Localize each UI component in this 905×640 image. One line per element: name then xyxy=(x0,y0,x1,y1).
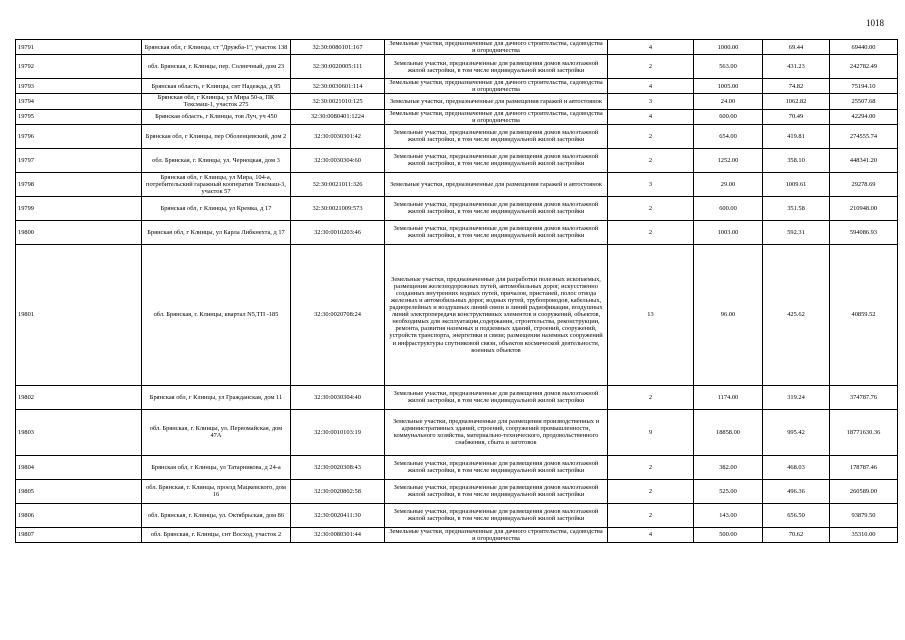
row-number-cell: 19803 xyxy=(16,409,142,455)
unit-price-cell: 425.62 xyxy=(763,244,830,385)
use-code-cell: 4 xyxy=(608,40,694,55)
area-cell: 1000.00 xyxy=(694,40,763,55)
land-use-cell: Земельные участки, предназначенные для дачного строительства, садоводства и огородничества xyxy=(385,109,608,124)
table-row xyxy=(16,527,898,542)
land-use-cell: Земельные участки, предназначенные для размещения домов малоэтажной жилой застройки, в том числе индивидуальной жилой застройки xyxy=(385,124,608,148)
land-use-cell: Земельные участки, предназначенные для размещения домов малоэтажной жилой застройки, в том числе индивидуальной жилой застройки xyxy=(385,148,608,172)
cadastral-number-cell: 32:30:0010203:46 xyxy=(291,220,385,244)
area-cell: 96.00 xyxy=(694,244,763,385)
use-code-cell: 2 xyxy=(608,479,694,503)
cadastral-number-cell: 32:30:0020708:24 xyxy=(291,244,385,385)
cadastral-number-cell: 32:30:0080301:44 xyxy=(291,527,385,542)
cadastral-value-cell: 69440.00 xyxy=(830,40,898,55)
cadastral-number-cell: 32:30:0030601:114 xyxy=(291,79,385,94)
land-use-cell: Земельные участки, предназначенные для размещения домов малоэтажной жилой застройки, в том числе индивидуальной жилой застройки xyxy=(385,220,608,244)
cadastral-value-cell: 210948.00 xyxy=(830,196,898,220)
unit-price-cell: 468.03 xyxy=(763,455,830,479)
address-cell: Брянская обл, г Клинцы, ул Кремка, д 17 xyxy=(142,196,291,220)
unit-price-cell: 358.10 xyxy=(763,148,830,172)
row-number-cell: 19800 xyxy=(16,220,142,244)
cadastral-number-cell: 32:30:0020802:58 xyxy=(291,479,385,503)
cadastral-value-cell: 448341.20 xyxy=(830,148,898,172)
table-row xyxy=(16,172,898,196)
table-row xyxy=(16,79,898,94)
cadastral-number-cell: 32:30:0030304:40 xyxy=(291,385,385,409)
table-row xyxy=(16,124,898,148)
cadastral-value-cell: 260589.00 xyxy=(830,479,898,503)
address-cell: обл. Брянская, г. Клинцы, квартал N5,ТП -185 xyxy=(142,244,291,385)
land-use-cell: Земельные участки, предназначенные для дачного строительства, садоводства и огородничества xyxy=(385,527,608,542)
land-use-cell: Земельные участки, предназначенные для размещения домов малоэтажной жилой застройки, в том числе индивидуальной жилой застройки xyxy=(385,385,608,409)
address-cell: обл. Брянская, г. Клинцы, ул. Первомайская, дом 47А xyxy=(142,409,291,455)
land-use-cell: Земельные участки, предназначенные для дачного строительства, садоводства и огородничества xyxy=(385,79,608,94)
address-cell: обл. Брянская, г. Клинцы, пер. Солнечный, дом 23 xyxy=(142,55,291,79)
cadastral-value-cell: 274555.74 xyxy=(830,124,898,148)
land-use-cell: Земельные участки, предназначенные для размещения домов малоэтажной жилой застройки, в том числе индивидуальной жилой застройки xyxy=(385,196,608,220)
cadastral-value-cell: 374787.76 xyxy=(830,385,898,409)
row-number-cell: 19795 xyxy=(16,109,142,124)
unit-price-cell: 74.82 xyxy=(763,79,830,94)
address-cell: Брянская обл, г Клинцы, ул Мира, 104-а, потребительский гаражный кооператив Тексмаш-3, участок 57 xyxy=(142,172,291,196)
cadastral-value-cell: 18771630.36 xyxy=(830,409,898,455)
area-cell: 24.00 xyxy=(694,94,763,109)
area-cell: 382.00 xyxy=(694,455,763,479)
area-cell: 1174.00 xyxy=(694,385,763,409)
table-row xyxy=(16,455,898,479)
land-registry-table xyxy=(15,39,898,543)
land-use-cell: Земельные участки, предназначенные для размещения домов малоэтажной жилой застройки, в том числе индивидуальной жилой застройки xyxy=(385,479,608,503)
use-code-cell: 2 xyxy=(608,124,694,148)
unit-price-cell: 656.50 xyxy=(763,503,830,527)
use-code-cell: 9 xyxy=(608,409,694,455)
table-row xyxy=(16,244,898,385)
use-code-cell: 2 xyxy=(608,148,694,172)
address-cell: обл. Брянская, г. Клинцы, проезд Мацкевского, дом 16 xyxy=(142,479,291,503)
address-cell: Брянская область, г Клинцы, снт Надежда, д 95 xyxy=(142,79,291,94)
table-row xyxy=(16,109,898,124)
address-cell: обл. Брянская, г. Клинцы, ул. Октябрьская, дом 86 xyxy=(142,503,291,527)
unit-price-cell: 319.24 xyxy=(763,385,830,409)
unit-price-cell: 995.42 xyxy=(763,409,830,455)
use-code-cell: 13 xyxy=(608,244,694,385)
table-row xyxy=(16,55,898,79)
row-number-cell: 19797 xyxy=(16,148,142,172)
row-number-cell: 19805 xyxy=(16,479,142,503)
cadastral-number-cell: 32:30:0030304:60 xyxy=(291,148,385,172)
cadastral-number-cell: 32:30:0021011:326 xyxy=(291,172,385,196)
use-code-cell: 3 xyxy=(608,172,694,196)
unit-price-cell: 1009.61 xyxy=(763,172,830,196)
use-code-cell: 4 xyxy=(608,527,694,542)
use-code-cell: 4 xyxy=(608,79,694,94)
row-number-cell: 19799 xyxy=(16,196,142,220)
table-row xyxy=(16,385,898,409)
address-cell: Брянская обл, г Клинцы, ул Карла Либкнехта, д 17 xyxy=(142,220,291,244)
unit-price-cell: 592.31 xyxy=(763,220,830,244)
row-number-cell: 19798 xyxy=(16,172,142,196)
land-use-cell: Земельные участки, предназначенные для размещения домов малоэтажной жилой застройки, в том числе индивидуальной жилой застройки xyxy=(385,455,608,479)
area-cell: 29.00 xyxy=(694,172,763,196)
cadastral-value-cell: 178787.46 xyxy=(830,455,898,479)
cadastral-number-cell: 32:30:0030301:42 xyxy=(291,124,385,148)
table-row xyxy=(16,148,898,172)
table-row xyxy=(16,479,898,503)
land-use-cell: Земельные участки, предназначенные для размещения гаражей и автостоянок xyxy=(385,94,608,109)
page-number: 1018 xyxy=(866,18,884,28)
row-number-cell: 19794 xyxy=(16,94,142,109)
area-cell: 18858.00 xyxy=(694,409,763,455)
unit-price-cell: 419.81 xyxy=(763,124,830,148)
cadastral-value-cell: 75194.10 xyxy=(830,79,898,94)
address-cell: Брянская обл, г Клинцы, ул Татарникова, д 24-а xyxy=(142,455,291,479)
cadastral-number-cell: 32:30:0021010:125 xyxy=(291,94,385,109)
cadastral-number-cell: 32:30:0021009:573 xyxy=(291,196,385,220)
table-row xyxy=(16,503,898,527)
area-cell: 500.00 xyxy=(694,527,763,542)
use-code-cell: 2 xyxy=(608,55,694,79)
use-code-cell: 2 xyxy=(608,455,694,479)
row-number-cell: 19806 xyxy=(16,503,142,527)
cadastral-number-cell: 32:30:0010103:19 xyxy=(291,409,385,455)
row-number-cell: 19804 xyxy=(16,455,142,479)
table-row xyxy=(16,196,898,220)
row-number-cell: 19791 xyxy=(16,40,142,55)
row-number-cell: 19792 xyxy=(16,55,142,79)
row-number-cell: 19807 xyxy=(16,527,142,542)
address-cell: Брянская обл, г Клинцы, ул Мира 50-а, ПК Тексмаш-1, участок 275 xyxy=(142,94,291,109)
address-cell: Брянская обл, г Клинцы, ул Гражданская, дом 11 xyxy=(142,385,291,409)
unit-price-cell: 69.44 xyxy=(763,40,830,55)
unit-price-cell: 70.49 xyxy=(763,109,830,124)
cadastral-value-cell: 594086.93 xyxy=(830,220,898,244)
cadastral-value-cell: 29278.69 xyxy=(830,172,898,196)
table-row xyxy=(16,94,898,109)
cadastral-value-cell: 35310.00 xyxy=(830,527,898,542)
table-row xyxy=(16,40,898,55)
area-cell: 1005.00 xyxy=(694,79,763,94)
cadastral-number-cell: 32:30:0020411:30 xyxy=(291,503,385,527)
unit-price-cell: 351.58 xyxy=(763,196,830,220)
use-code-cell: 4 xyxy=(608,109,694,124)
area-cell: 525.00 xyxy=(694,479,763,503)
use-code-cell: 2 xyxy=(608,220,694,244)
use-code-cell: 3 xyxy=(608,94,694,109)
cadastral-number-cell: 32:30:0080401:1224 xyxy=(291,109,385,124)
address-cell: обл. Брянская, г. Клинцы, снт Восход, участок 2 xyxy=(142,527,291,542)
cadastral-value-cell: 40859.52 xyxy=(830,244,898,385)
table-body xyxy=(16,40,898,543)
cadastral-value-cell: 93879.50 xyxy=(830,503,898,527)
land-use-cell: Земельные участки, предназначенные для размещения домов малоэтажной жилой застройки, в том числе индивидуальной жилой застройки xyxy=(385,503,608,527)
use-code-cell: 2 xyxy=(608,503,694,527)
area-cell: 600.00 xyxy=(694,196,763,220)
cadastral-value-cell: 25507.68 xyxy=(830,94,898,109)
table-row xyxy=(16,220,898,244)
address-cell: Брянская область, г Клинцы, тов Луч, уч 450 xyxy=(142,109,291,124)
land-use-cell: Земельные участки, предназначенные для размещения домов малоэтажной жилой застройки, в том числе индивидуальной жилой застройки xyxy=(385,55,608,79)
area-cell: 1003.00 xyxy=(694,220,763,244)
cadastral-number-cell: 32:30:0080101:167 xyxy=(291,40,385,55)
unit-price-cell: 431.23 xyxy=(763,55,830,79)
area-cell: 143.00 xyxy=(694,503,763,527)
use-code-cell: 2 xyxy=(608,196,694,220)
unit-price-cell: 1062.82 xyxy=(763,94,830,109)
area-cell: 1252.00 xyxy=(694,148,763,172)
land-use-cell: Земельные участки, предназначенные для дачного строительства, садоводства и огородничества xyxy=(385,40,608,55)
use-code-cell: 2 xyxy=(608,385,694,409)
address-cell: Брянская обл, г Клинцы, ст "Дружба-1", участок 138 xyxy=(142,40,291,55)
table-row xyxy=(16,409,898,455)
address-cell: обл. Брянская, г. Клинцы, ул. Черноцкая, дом 3 xyxy=(142,148,291,172)
cadastral-number-cell: 32:30:0020005:111 xyxy=(291,55,385,79)
row-number-cell: 19793 xyxy=(16,79,142,94)
area-cell: 600.00 xyxy=(694,109,763,124)
row-number-cell: 19801 xyxy=(16,244,142,385)
area-cell: 654.00 xyxy=(694,124,763,148)
unit-price-cell: 496.36 xyxy=(763,479,830,503)
land-use-cell: Земельные участки, предназначенные для размещения гаражей и автостоянок xyxy=(385,172,608,196)
unit-price-cell: 70.62 xyxy=(763,527,830,542)
cadastral-number-cell: 32:30:0020308:43 xyxy=(291,455,385,479)
cadastral-value-cell: 42294.00 xyxy=(830,109,898,124)
area-cell: 563.00 xyxy=(694,55,763,79)
row-number-cell: 19802 xyxy=(16,385,142,409)
land-use-cell: Земельные участки, предназначенные для размещения производственных и административных зданий, строений, сооружений промышленности, коммунального хозяйства, материально-технического, продовольственного снабжения, сбыта и заготовок xyxy=(385,409,608,455)
address-cell: Брянская обл, г Клинцы, пер Оболенцевский, дом 2 xyxy=(142,124,291,148)
row-number-cell: 19796 xyxy=(16,124,142,148)
cadastral-value-cell: 242782.49 xyxy=(830,55,898,79)
land-use-cell: Земельные участки, предназначенные для разработки полезных ископаемых, размещения железнодорожных путей, автомобильных дорог, искусственно созданных внутренних водных путей, причалов, пристаней, полос отвода железных и автомобильных дорог, водных путей, трубопроводов, кабельных, радиорелейных и воздушных линий связи и линий радиофикации, воздушных линий электропередачи конструктивных элементов и сооружений, объектов, необходимых для эксплуатации,содержания, строительства, реконструкции, ремонта, развития наземных и подземных зданий, строений, сооружений, устройств транспорта, энергетики и связи; размещения наземных сооружений и инфраструктуры спутниковой связи, объектов космической деятельности, военных объектов xyxy=(385,244,608,385)
